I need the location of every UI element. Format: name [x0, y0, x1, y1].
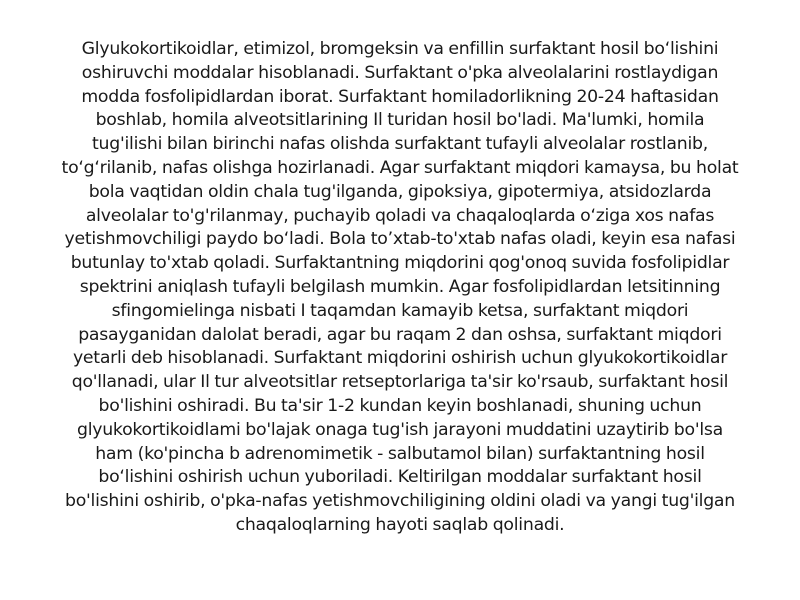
text-line-4: boshlab, homila alveotsitlarining Il turidan hosil bo'ladi. Ma'lumki, homila — [95, 110, 705, 131]
text-line-10: butunlay to'xtab qoladi. Surfaktantning miqdorini qog'onoq suvida fosfolipidlar — [70, 253, 730, 274]
text-line-20: bo'lishini oshirib, o'pka-nafas yetishmovchiligining oldini oladi va yangi tug'ilgan — [65, 491, 735, 512]
text-line-14: yetarli deb hisoblanadi. Surfaktant miqdorini oshirish uchun glyukokortikoidlar — [72, 348, 728, 369]
text-line-7: bola vaqtidan oldin chala tug'ilganda, gipoksiya, gipotermiya, atsidozlarda — [88, 181, 712, 202]
text-line-2: oshiruvchi moddalar hisoblanadi. Surfaktant o'pka alveolalarini rostlaydigan — [81, 62, 719, 83]
text-line-3: modda fosfolipidlardan iborat. Surfaktant homiladorlikning 20-24 haftasidan — [81, 86, 719, 107]
paragraph — [24, 38, 776, 538]
text-line-21: chaqaloqlarning hayoti saqlab qolinadi. — [235, 514, 565, 535]
text-line-1: Glyukokortikoidlar, etimizol, bromgeksin va enfillin surfaktant hosil bo‘lishini — [81, 39, 719, 59]
text-line-9: yetishmovchiligi paydo bo‘ladi. Bola to’xtab-to'xtab nafas oladi, keyin esa nafasi — [64, 229, 736, 250]
text-line-6: to‘g‘rilanib, nafas olishga hozirlanadi. Agar surfaktant miqdori kamaysa, bu holat — [61, 157, 739, 178]
text-line-12: sfingomielinga nisbati I taqamdan kamayib ketsa, surfaktant miqdori — [111, 300, 689, 321]
text-line-5: tug'ilishi bilan birinchi nafas olishda surfaktant tufayli alveolalar rostlanib, — [92, 134, 708, 155]
text-line-17: glyukokortikoidlami bo'lajak onaga tug'ish jarayoni muddatini uzaytirib bo'lsa — [76, 419, 723, 440]
text-line-13: pasayganidan dalolat beradi, agar bu raqam 2 dan oshsa, surfaktant miqdori — [78, 324, 722, 345]
text-line-18: ham (ko'pincha b adrenomimetik - salbutamol bilan) surfaktantning hosil — [95, 443, 705, 464]
text-line-11: spektrini aniqlash tufayli belgilash mumkin. Agar fosfolipidlardan letsitinning — [79, 276, 721, 297]
text-line-19: bo‘lishini oshirish uchun yuboriladi. Keltirilgan moddalar surfaktant hosil — [98, 467, 702, 488]
text-line-8: alveolalar to'g'rilanmay, puchayib qoladi va chaqaloqlarda o‘ziga xos nafas — [85, 205, 715, 226]
text-line-16: bo'lishini oshiradi. Bu ta'sir 1-2 kundan keyin boshlanadi, shuning uchun — [98, 395, 702, 416]
text-line-15: qo'llanadi, ular Il tur alveotsitlar retseptorlariga ta'sir ko'rsaub, surfaktant hosil — [71, 372, 729, 393]
